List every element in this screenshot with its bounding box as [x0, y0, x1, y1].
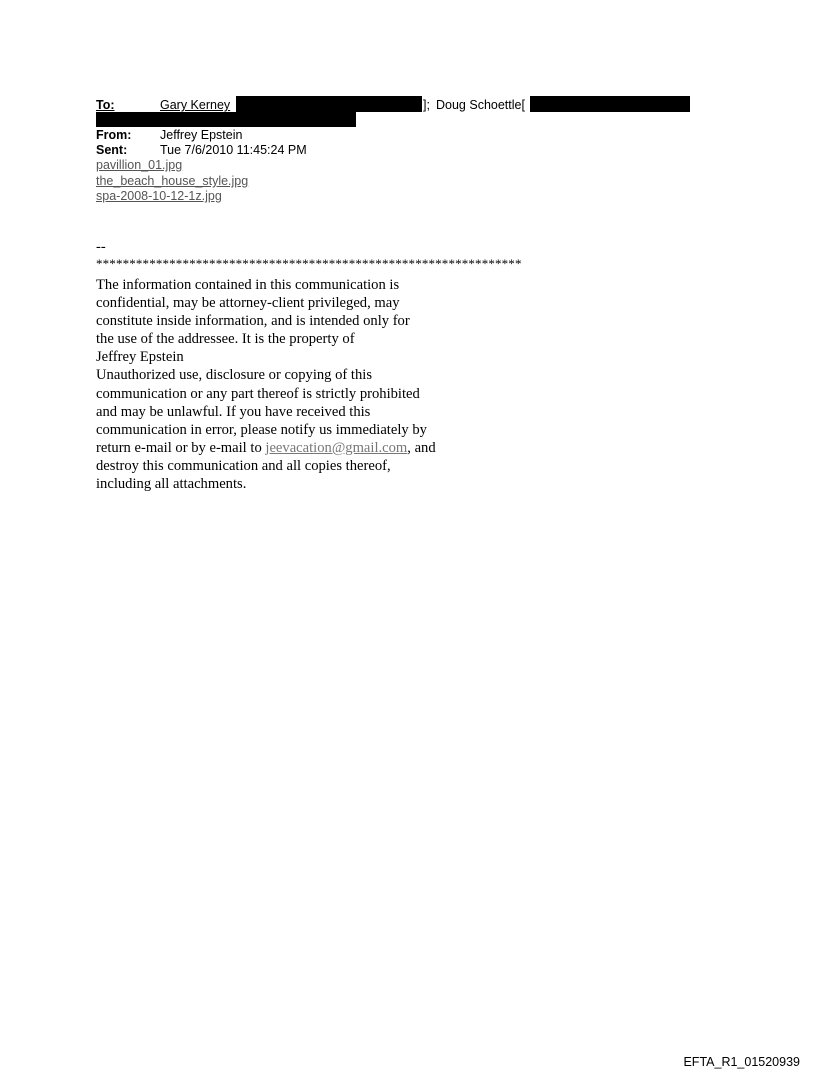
to-recipient-2: Doug Schoettle[ [436, 98, 525, 112]
redaction-block-1 [236, 96, 422, 112]
disclaimer-line: confidential, may be attorney-client privileged, may [96, 295, 400, 312]
disclaimer-line: communication in error, please notify us immediately by [96, 421, 427, 438]
disclaimer-line: Unauthorized use, disclosure or copying of this [96, 367, 373, 384]
return-prefix: return e-mail or by e-mail to [96, 439, 266, 456]
disclaimer-line: The information contained in this communication is [96, 277, 400, 293]
document-id: EFTA_R1_01520939 [683, 1055, 800, 1069]
sent-label: Sent: [96, 143, 128, 157]
from-value: Jeffrey Epstein [160, 128, 243, 142]
to-separator: ]; [423, 98, 430, 112]
redaction-block-3 [96, 112, 356, 127]
disclaimer-line: and may be unlawful. If you have received this [96, 403, 371, 420]
disclaimer-line: destroy this communication and all copies thereof, [96, 457, 391, 474]
from-label: From: [96, 128, 132, 142]
to-recipient-1: Gary Kerney [160, 98, 231, 112]
confidentiality-disclaimer [96, 276, 436, 493]
to-label: To: [96, 98, 115, 112]
signature-stars: **************************************************************** [96, 256, 522, 271]
email-link[interactable]: jeevacation@gmail.com [265, 439, 408, 456]
disclaimer-line: Jeffrey Epstein [96, 349, 184, 366]
attachment-link[interactable]: the_beach_house_style.jpg [96, 174, 249, 188]
redaction-block-2 [530, 96, 690, 112]
disclaimer-line: the use of the addressee. It is the property of [96, 331, 355, 348]
disclaimer-line: including all attachments. [96, 476, 247, 493]
disclaimer-line: constitute inside information, and is intended only for [96, 313, 410, 330]
sent-value: Tue 7/6/2010 11:45:24 PM [160, 143, 307, 157]
return-suffix: , and [407, 439, 436, 456]
disclaimer-line: communication or any part thereof is strictly prohibited [96, 385, 420, 402]
disclaimer-line [96, 439, 436, 457]
attachment-link[interactable]: spa-2008-10-12-1z.jpg [96, 189, 222, 203]
signature-dashes: -- [96, 239, 106, 255]
attachment-link[interactable]: pavillion_01.jpg [96, 158, 183, 172]
